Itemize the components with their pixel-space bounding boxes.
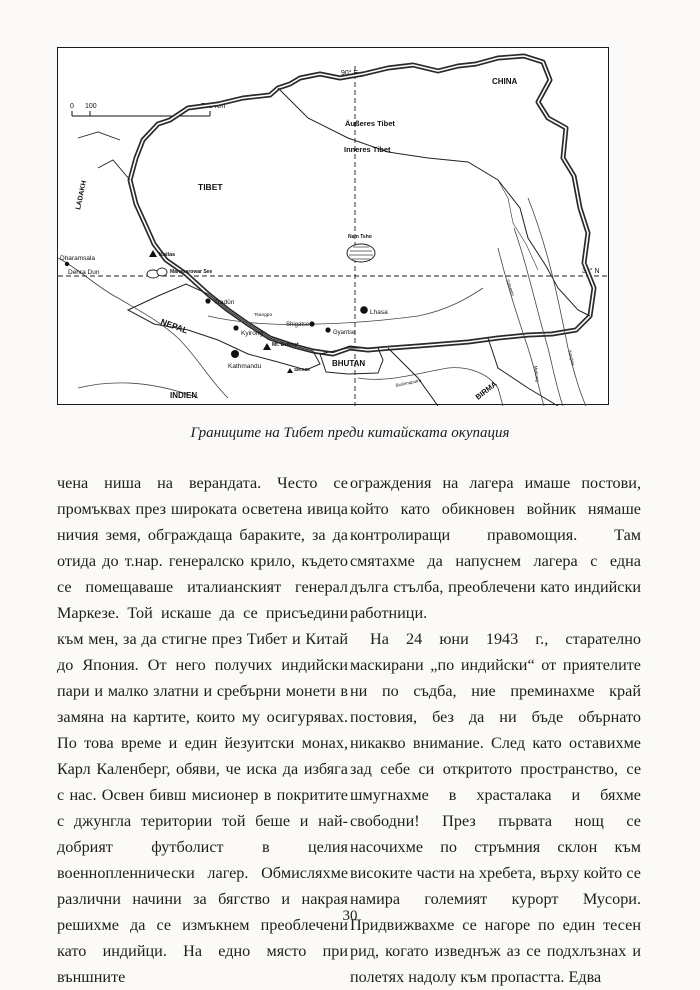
- brahmaputra-label: Brahmaputra: [395, 377, 422, 388]
- everest-marker: [263, 343, 271, 350]
- left-paragraph: чена ниша на верандата. Често се промъквах през широката осветена ивица ничия земя, обграждаща бараките, за да отида до т.нар. генералско крило, където се помещаваше италианският генерал Маркезе. Той искаше да се присъедини към мен, за да стигне през Тибет и Китай до Япония. От него получих индийски пари и малко златни и сребърни монети в замяна на картите, които му осигурявах. По това време и един йезуитски монах, Карл Каленберг, обяви, че иска да избяга с нас. Освен бивш мисионер в покритите с джунгла територии той беше и най-добрият футболист в целия военнопленнически лагер. Обмисляхме различни начини за бягство и накрая решихме да се измъкнем преоблечени като индийци. На едно място при външните: [57, 474, 348, 986]
- shigatse-marker: [309, 321, 314, 326]
- scale-label-0: 0: [70, 103, 74, 110]
- tsangpo-label: Tsangpo: [254, 313, 273, 318]
- meridian-label: 90° E: [341, 70, 359, 77]
- kyirong-marker: [233, 325, 238, 330]
- shigatse-label: Shigatse: [286, 322, 310, 328]
- manasarowar-label: Manasarowar See: [170, 269, 213, 275]
- lhasa-label: Lhasa: [370, 309, 388, 316]
- mekong-label: Mekong: [533, 365, 541, 382]
- map-graphic: [58, 48, 610, 406]
- tibet-label: TIBET: [198, 182, 223, 192]
- yangtse-label: Yangtse: [567, 349, 576, 366]
- gyantse-label: Gyantse: [333, 330, 356, 336]
- birma-label: BIRMA: [473, 379, 499, 402]
- indien-label: INDIEN: [170, 391, 198, 400]
- tradun-label: Tradün: [214, 299, 235, 306]
- salween-label: Salween: [505, 278, 516, 297]
- scale-label-100: 100: [85, 103, 97, 110]
- parallel-label: 30° N: [582, 268, 600, 275]
- dharamsala-marker: [65, 262, 69, 266]
- page-number: 30: [342, 908, 358, 924]
- scale-bar: [72, 111, 210, 116]
- dharamsala-label: Dharamsala: [60, 255, 96, 262]
- right-paragraph-1: ограждения на лагера имаше постови, който като обикновен войник нямаше контролиращи правомощия. Там смятахме да напуснем лагера с една дълга стълба, преоблечени като индийски работници.: [350, 474, 641, 622]
- bhutan-label: BHUTAN: [332, 359, 366, 368]
- right-paragraph-2: На 24 юни 1943 г., старателно маскирани „по индийски“ от приятелите ни по съдба, ние преминахме край постовия, без да ни бъде обърнато никакво внимание. След като оставихме зад себе си откритото пространство, се шмугнахме в храсталака и бяхме свободни! През първата нощ се насочихме по стръмния склон към високите части на хребета, върху който се намира големият курорт Мусори. Придвижвахме се нагоре по един тесен рид, когато изведнъж аз се подхлъзнах и полетях надолу към пропастта. Едва: [350, 630, 641, 986]
- sikkim-label: SIKKIM: [294, 367, 310, 372]
- nam-tsho-label: Nam Tsho: [348, 234, 372, 240]
- kailas-marker: [149, 250, 157, 257]
- kyirong-label: Kyirong: [241, 330, 264, 337]
- dehra-dun-label: Dehra Dun: [68, 269, 100, 276]
- outer-tibet-label: Äußeres Tibet: [345, 119, 395, 128]
- china-label: CHINA: [492, 77, 518, 86]
- scale-label-500: 500 Km: [201, 103, 226, 110]
- ladakh-label: LADAKH: [75, 180, 89, 211]
- nepal-label: NEPAL: [159, 316, 190, 336]
- inner-tibet-label: Inneres Tibet: [344, 145, 391, 154]
- map-caption: Границите на Тибет преди китайската окупация: [190, 425, 510, 441]
- rivers: [58, 198, 586, 406]
- kailas-label: Kailas: [159, 252, 176, 258]
- kathmandu-label: Kathmandu: [228, 363, 262, 370]
- kathmandu-marker: [231, 350, 239, 358]
- gyantse-marker: [325, 327, 330, 332]
- tibet-map: [57, 47, 609, 405]
- sikkim-marker: [287, 368, 293, 373]
- lhasa-marker: [360, 306, 368, 314]
- inner-tibet-border: [278, 88, 590, 316]
- tradun-marker: [205, 298, 210, 303]
- everest-label: Mt. Everest: [272, 342, 299, 348]
